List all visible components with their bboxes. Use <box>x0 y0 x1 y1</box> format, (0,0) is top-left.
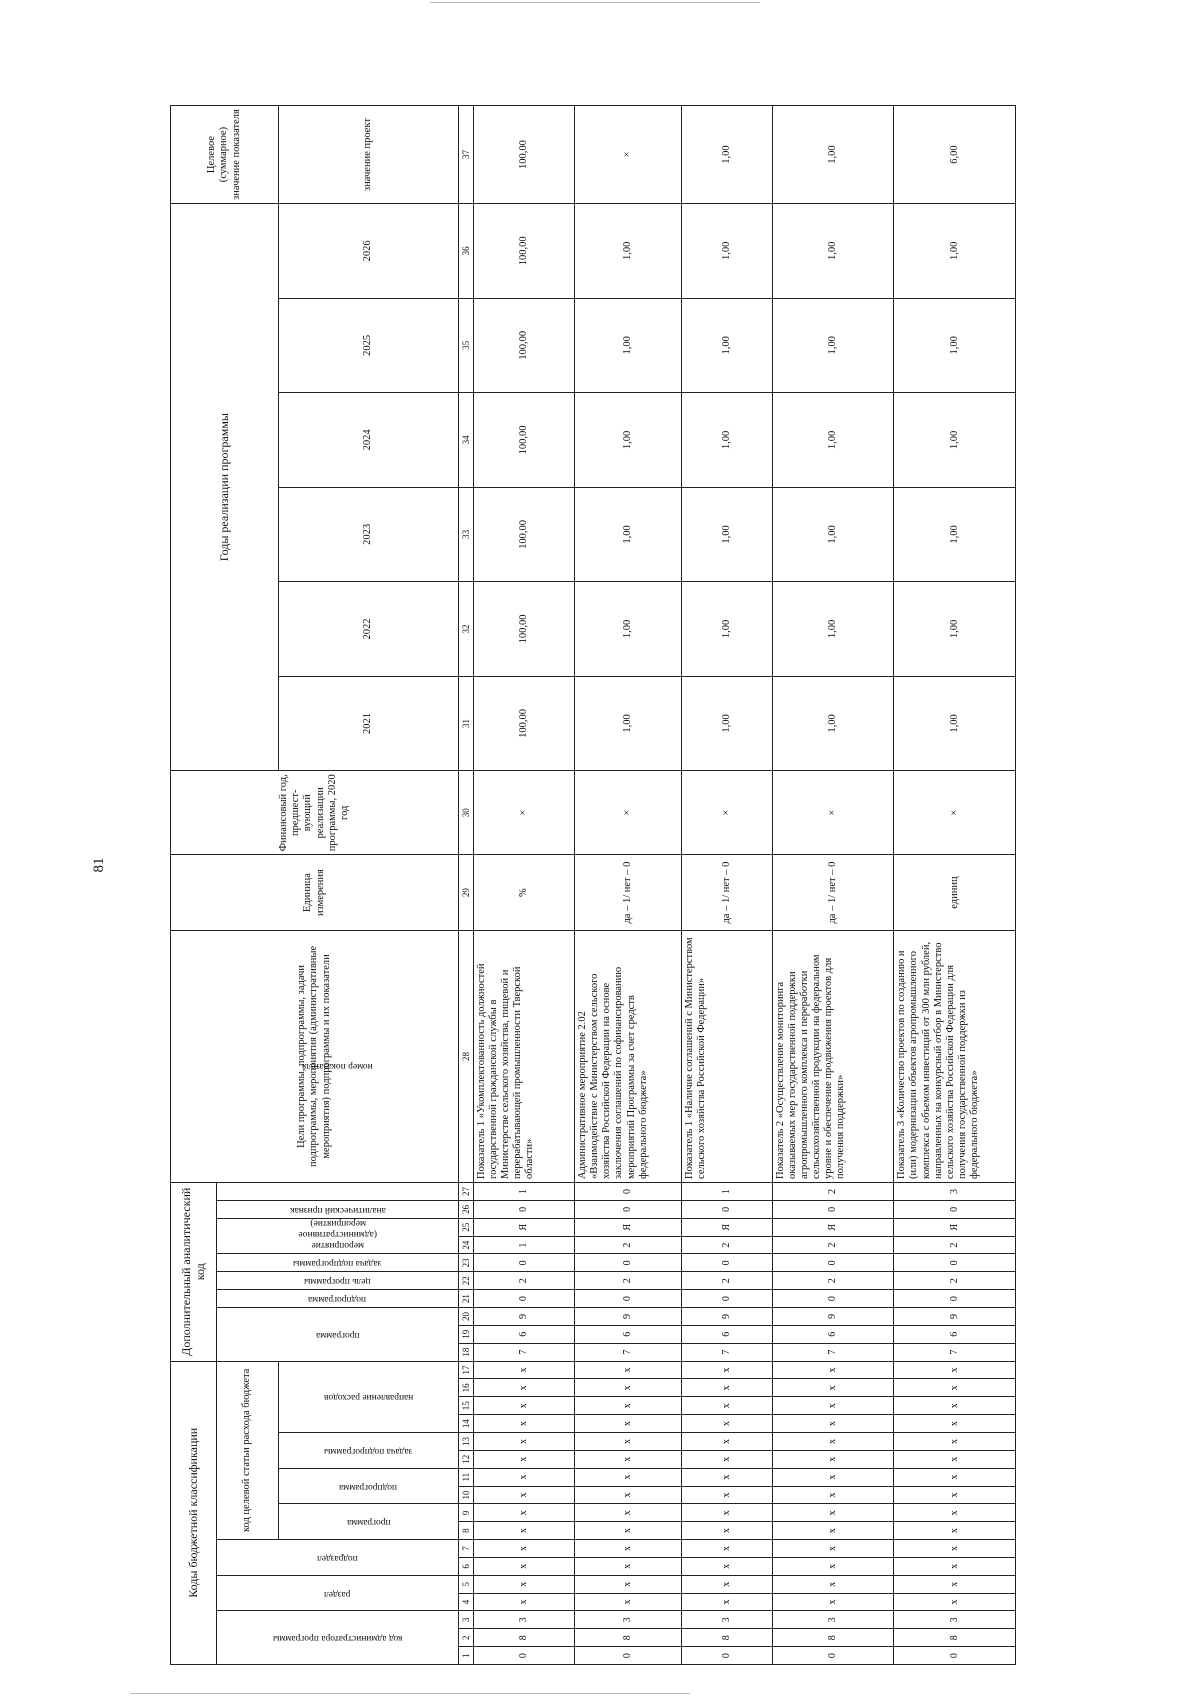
year-value-cell: 1,00 <box>772 487 894 582</box>
year-header-2024: 2024 <box>279 393 459 488</box>
code-cell: x <box>575 1361 681 1379</box>
years-group-header: Годы реализации программы <box>171 204 279 771</box>
fin-year-header: Финансовый год, предшест-вующий реализации программы, 2020 год <box>171 771 459 855</box>
indicator-name: Показатель 2 «Осуществление мониторинга оказываемых мер государственной поддержки агропромышленного комплекса и переработки сельскохозяйственной продукции на федеральном уровне и обеспечение продвижения проектов для получения поддержки» <box>772 930 894 1182</box>
code-cell: x <box>575 1504 681 1522</box>
code-cell: 0 <box>575 1647 681 1665</box>
code-cell: x <box>474 1450 575 1468</box>
code-cell: 9 <box>575 1308 681 1326</box>
code-cell: x <box>681 1433 772 1451</box>
code-cell: x <box>681 1575 772 1593</box>
program-indicators-table <box>170 105 1016 1665</box>
page-number: 81 <box>91 857 107 873</box>
code-cell: x <box>772 1415 894 1433</box>
code-cell: x <box>474 1397 575 1415</box>
code-cell: 6 <box>894 1325 1016 1343</box>
year-value-cell: 100,00 <box>474 393 575 488</box>
analytic-subprogram-header: подпрограмма <box>308 1294 367 1305</box>
column-number: 20 <box>459 1308 474 1326</box>
code-cell: 3 <box>894 1182 1016 1200</box>
budget-codes-header: Коды бюджетной классификации <box>171 1361 217 1664</box>
document-table-container <box>170 105 1016 1665</box>
column-number: 34 <box>459 393 474 488</box>
year-value-cell: 100,00 <box>474 582 575 677</box>
column-number: 13 <box>459 1433 474 1451</box>
code-cell: x <box>681 1540 772 1558</box>
code-cell: x <box>575 1557 681 1575</box>
code-cell: 0 <box>575 1200 681 1218</box>
year-value-cell: 1,00 <box>681 393 772 488</box>
column-number: 6 <box>459 1557 474 1575</box>
code-cell: x <box>772 1593 894 1611</box>
year-header-2026: 2026 <box>279 204 459 299</box>
code-cell: 0 <box>681 1290 772 1308</box>
table-row <box>474 106 575 1665</box>
code-cell: 0 <box>575 1254 681 1272</box>
column-number: 7 <box>459 1540 474 1558</box>
code-cell: 7 <box>772 1343 894 1361</box>
year-value-cell: 1,00 <box>772 582 894 677</box>
code-cell: x <box>474 1379 575 1397</box>
year-value-cell: 1,00 <box>894 582 1016 677</box>
year-value-cell: 1,00 <box>575 393 681 488</box>
scan-bottom-edge <box>130 1693 690 1694</box>
column-number: 18 <box>459 1343 474 1361</box>
code-cell: x <box>772 1468 894 1486</box>
code-cell: x <box>894 1540 1016 1558</box>
year-value-cell: 100,00 <box>474 676 575 771</box>
fin-year-cell: × <box>474 771 575 855</box>
code-cell: x <box>894 1557 1016 1575</box>
code-cell: 7 <box>894 1343 1016 1361</box>
code-cell: x <box>894 1379 1016 1397</box>
year-value-cell: 1,00 <box>772 676 894 771</box>
unit-header: Единица измерения <box>171 855 459 931</box>
code-cell: 0 <box>474 1290 575 1308</box>
column-number: 29 <box>459 855 474 931</box>
year-value-cell: 1,00 <box>894 204 1016 299</box>
code-cell: x <box>681 1468 772 1486</box>
code-cell: 8 <box>474 1629 575 1647</box>
code-cell: 0 <box>894 1254 1016 1272</box>
code-cell: x <box>681 1361 772 1379</box>
table-row <box>772 106 894 1665</box>
unit-cell: да – 1/ нет – 0 <box>772 855 894 931</box>
target-value-cell: 100,00 <box>474 106 575 204</box>
analytic-goal-header: цель программы <box>304 1276 371 1287</box>
code-cell: x <box>474 1522 575 1540</box>
code-cell: x <box>575 1397 681 1415</box>
code-cell: 0 <box>772 1200 894 1218</box>
code-cell: x <box>474 1433 575 1451</box>
column-number: 8 <box>459 1522 474 1540</box>
subprogram-task-header: задача подпрограммы <box>324 1445 413 1456</box>
unit-cell: % <box>474 855 575 931</box>
code-cell: x <box>894 1361 1016 1379</box>
target-header: Целевое (суммарное) значение показателя <box>171 106 279 204</box>
code-cell: x <box>575 1486 681 1504</box>
code-cell: x <box>894 1486 1016 1504</box>
code-cell: 0 <box>681 1647 772 1665</box>
code-cell: x <box>474 1468 575 1486</box>
year-value-cell: 1,00 <box>772 204 894 299</box>
code-cell: x <box>894 1397 1016 1415</box>
unit-cell: единиц <box>894 855 1016 931</box>
column-number: 2 <box>459 1629 474 1647</box>
code-cell: x <box>575 1450 681 1468</box>
code-cell: 0 <box>474 1200 575 1218</box>
code-cell: x <box>575 1540 681 1558</box>
code-cell: x <box>772 1540 894 1558</box>
year-header-2023: 2023 <box>279 487 459 582</box>
code-cell: x <box>681 1522 772 1540</box>
code-cell: x <box>474 1540 575 1558</box>
code-cell: x <box>681 1379 772 1397</box>
column-number-row <box>459 106 474 1665</box>
analytic-event-header: мероприятие (административное мероприятие) <box>298 1218 377 1251</box>
year-value-cell: 1,00 <box>575 582 681 677</box>
column-number: 28 <box>459 930 474 1182</box>
analytic-program-header: программа <box>315 1329 360 1340</box>
column-number: 30 <box>459 771 474 855</box>
code-cell: x <box>474 1575 575 1593</box>
code-cell: x <box>894 1468 1016 1486</box>
column-number: 10 <box>459 1486 474 1504</box>
code-cell: 0 <box>772 1647 894 1665</box>
code-cell: x <box>772 1557 894 1575</box>
column-number: 16 <box>459 1379 474 1397</box>
year-value-cell: 100,00 <box>474 487 575 582</box>
year-value-cell: 1,00 <box>772 393 894 488</box>
year-value-cell: 1,00 <box>894 487 1016 582</box>
code-cell: 1 <box>681 1182 772 1200</box>
fin-year-cell: × <box>575 771 681 855</box>
target-article-header: код целевой статьи расхода бюджета <box>217 1361 279 1540</box>
target-value-cell: 1,00 <box>772 106 894 204</box>
code-cell: Я <box>772 1218 894 1236</box>
code-cell: 3 <box>575 1611 681 1629</box>
code-cell: x <box>575 1433 681 1451</box>
code-cell: 6 <box>772 1325 894 1343</box>
indicator-name: Показатель 1 «Укомплектованность должностей государственной гражданской службы в Министерстве сельского хозяйства, пищевой и перерабатывающей промышленности Тверской области» <box>474 930 575 1182</box>
code-cell: 7 <box>474 1343 575 1361</box>
year-header-2025: 2025 <box>279 298 459 393</box>
column-number: 5 <box>459 1575 474 1593</box>
code-cell: 0 <box>894 1290 1016 1308</box>
column-number: 32 <box>459 582 474 677</box>
code-cell: 9 <box>681 1308 772 1326</box>
code-cell: 2 <box>575 1272 681 1290</box>
year-value-cell: 100,00 <box>474 298 575 393</box>
year-value-cell: 100,00 <box>474 204 575 299</box>
code-cell: x <box>681 1593 772 1611</box>
subprogram-header: подпрограмма <box>339 1481 398 1492</box>
code-cell: x <box>474 1504 575 1522</box>
year-value-cell: 1,00 <box>681 582 772 677</box>
code-cell: 2 <box>681 1236 772 1254</box>
year-value-cell: 1,00 <box>894 676 1016 771</box>
admin-code-header: код администратора программы <box>272 1633 403 1644</box>
code-cell: 3 <box>894 1611 1016 1629</box>
column-number: 35 <box>459 298 474 393</box>
target-sub-header: значение проект <box>279 106 459 204</box>
column-number: 3 <box>459 1611 474 1629</box>
unit-cell: да – 1/ нет – 0 <box>681 855 772 931</box>
code-cell: Я <box>681 1218 772 1236</box>
code-cell: x <box>772 1522 894 1540</box>
code-cell: 2 <box>575 1236 681 1254</box>
year-value-cell: 1,00 <box>575 298 681 393</box>
target-value-cell: 6,00 <box>894 106 1016 204</box>
code-cell: x <box>894 1415 1016 1433</box>
code-cell: x <box>474 1557 575 1575</box>
table-row <box>575 106 681 1665</box>
code-cell: x <box>474 1486 575 1504</box>
code-cell: 2 <box>772 1182 894 1200</box>
code-cell: x <box>772 1361 894 1379</box>
code-cell: 3 <box>681 1611 772 1629</box>
column-number: 24 <box>459 1236 474 1254</box>
code-cell: 0 <box>575 1290 681 1308</box>
analytic-code-header: Дополнительный аналитический код <box>171 1182 217 1361</box>
code-cell: x <box>772 1379 894 1397</box>
indicator-name: Показатель 3 «Количество проектов по созданию и (или) модернизации объектов агропромышленного комплекса с объемом инвестиций от 300 млн рублей, направленных на конкурсный отбор в Министерство сельского хозяйства Российской Федерации для получения государственной поддержки из федерального бюджета» <box>894 930 1016 1182</box>
program-header: программа <box>346 1517 391 1528</box>
year-header-2022: 2022 <box>279 582 459 677</box>
code-cell: 0 <box>894 1200 1016 1218</box>
code-cell: 0 <box>681 1254 772 1272</box>
code-cell: x <box>474 1415 575 1433</box>
column-number: 21 <box>459 1290 474 1308</box>
goals-header: Цели программы, подпрограммы, задачи подпрограммы, мероприятия (административные мероприятия) подпрограммы и их показатели <box>171 930 459 1182</box>
code-cell: 2 <box>894 1272 1016 1290</box>
code-cell: x <box>575 1593 681 1611</box>
column-number: 4 <box>459 1593 474 1611</box>
fin-year-cell: × <box>681 771 772 855</box>
code-cell: x <box>681 1504 772 1522</box>
code-cell: 0 <box>772 1290 894 1308</box>
code-cell: x <box>681 1486 772 1504</box>
code-cell: 0 <box>474 1647 575 1665</box>
year-value-cell: 1,00 <box>772 298 894 393</box>
code-cell: x <box>681 1557 772 1575</box>
code-cell: 8 <box>681 1629 772 1647</box>
analytic-sign-header: аналитический признак <box>289 1204 386 1215</box>
code-cell: x <box>681 1397 772 1415</box>
code-cell: 1 <box>474 1182 575 1200</box>
code-cell: x <box>894 1504 1016 1522</box>
code-cell: x <box>575 1415 681 1433</box>
code-cell: x <box>894 1593 1016 1611</box>
year-header-2021: 2021 <box>279 676 459 771</box>
year-value-cell: 1,00 <box>575 676 681 771</box>
scan-top-edge <box>430 2 760 3</box>
code-cell: 3 <box>474 1611 575 1629</box>
column-number: 31 <box>459 676 474 771</box>
indicator-name: Административное мероприятие 2.02 «Взаимодействие с Министерством сельского хозяйства Российской Федерации на основе заключения соглашений по софинансированию мероприятий Программы за счет средств федерального бюджета» <box>575 930 681 1182</box>
code-cell: Я <box>575 1218 681 1236</box>
year-value-cell: 1,00 <box>681 298 772 393</box>
fin-year-cell: × <box>894 771 1016 855</box>
code-cell: 0 <box>894 1647 1016 1665</box>
column-number: 17 <box>459 1361 474 1379</box>
column-number: 11 <box>459 1468 474 1486</box>
code-cell: 0 <box>772 1254 894 1272</box>
code-cell: 6 <box>575 1325 681 1343</box>
code-cell: Я <box>894 1218 1016 1236</box>
column-number: 14 <box>459 1415 474 1433</box>
column-number: 26 <box>459 1200 474 1218</box>
year-value-cell: 1,00 <box>681 676 772 771</box>
year-value-cell: 1,00 <box>894 393 1016 488</box>
code-cell: 2 <box>772 1236 894 1254</box>
column-number: 9 <box>459 1504 474 1522</box>
code-cell: x <box>681 1415 772 1433</box>
code-cell: x <box>474 1361 575 1379</box>
column-number: 33 <box>459 487 474 582</box>
column-number: 12 <box>459 1450 474 1468</box>
unit-cell: да – 1/ нет – 0 <box>575 855 681 931</box>
code-cell: 9 <box>474 1308 575 1326</box>
code-cell: x <box>575 1379 681 1397</box>
code-cell: x <box>772 1504 894 1522</box>
target-value-cell: × <box>575 106 681 204</box>
code-cell: 3 <box>772 1611 894 1629</box>
code-cell: 6 <box>681 1325 772 1343</box>
analytic-indicator-header: номер показателя <box>302 1060 373 1071</box>
code-cell: x <box>894 1522 1016 1540</box>
expense-direction-header: направление расходов <box>323 1392 414 1403</box>
fin-year-cell: × <box>772 771 894 855</box>
code-cell: 8 <box>575 1629 681 1647</box>
code-cell: Я <box>474 1218 575 1236</box>
code-cell: x <box>575 1575 681 1593</box>
column-number: 19 <box>459 1325 474 1343</box>
code-cell: 2 <box>772 1272 894 1290</box>
code-cell: x <box>772 1450 894 1468</box>
code-cell: x <box>772 1397 894 1415</box>
code-cell: x <box>474 1593 575 1611</box>
column-number: 23 <box>459 1254 474 1272</box>
code-cell: 0 <box>575 1182 681 1200</box>
column-number: 22 <box>459 1272 474 1290</box>
code-cell: 0 <box>474 1254 575 1272</box>
analytic-task-header: задача подпрограммы <box>293 1258 382 1269</box>
code-cell: x <box>894 1433 1016 1451</box>
code-cell: x <box>772 1433 894 1451</box>
target-value-cell: 1,00 <box>681 106 772 204</box>
code-cell: x <box>575 1468 681 1486</box>
code-cell: 6 <box>474 1325 575 1343</box>
code-cell: 7 <box>681 1343 772 1361</box>
code-cell: 7 <box>575 1343 681 1361</box>
code-cell: 9 <box>772 1308 894 1326</box>
column-number: 37 <box>459 106 474 204</box>
column-number: 27 <box>459 1182 474 1200</box>
code-cell: x <box>894 1450 1016 1468</box>
code-cell: x <box>772 1486 894 1504</box>
code-cell: 1 <box>474 1236 575 1254</box>
code-cell: 2 <box>894 1236 1016 1254</box>
column-number: 15 <box>459 1397 474 1415</box>
code-cell: x <box>772 1575 894 1593</box>
code-cell: 8 <box>772 1629 894 1647</box>
column-number: 1 <box>459 1647 474 1665</box>
column-number: 36 <box>459 204 474 299</box>
table-row <box>681 106 772 1665</box>
year-value-cell: 1,00 <box>681 487 772 582</box>
code-cell: 2 <box>681 1272 772 1290</box>
section-header: раздел <box>324 1588 351 1599</box>
year-value-cell: 1,00 <box>894 298 1016 393</box>
year-value-cell: 1,00 <box>681 204 772 299</box>
table-row <box>894 106 1016 1665</box>
year-value-cell: 1,00 <box>575 487 681 582</box>
year-value-cell: 1,00 <box>575 204 681 299</box>
code-cell: 0 <box>681 1200 772 1218</box>
code-cell: 8 <box>894 1629 1016 1647</box>
indicator-name: Показатель 1 «Наличие соглашений с Министерством сельского хозяйства Российской Федерации» <box>681 930 772 1182</box>
code-cell: 2 <box>474 1272 575 1290</box>
column-number: 25 <box>459 1218 474 1236</box>
subsection-header: подраздел <box>317 1552 358 1563</box>
code-cell: 9 <box>894 1308 1016 1326</box>
code-cell: x <box>575 1522 681 1540</box>
code-cell: x <box>681 1450 772 1468</box>
code-cell: x <box>894 1575 1016 1593</box>
